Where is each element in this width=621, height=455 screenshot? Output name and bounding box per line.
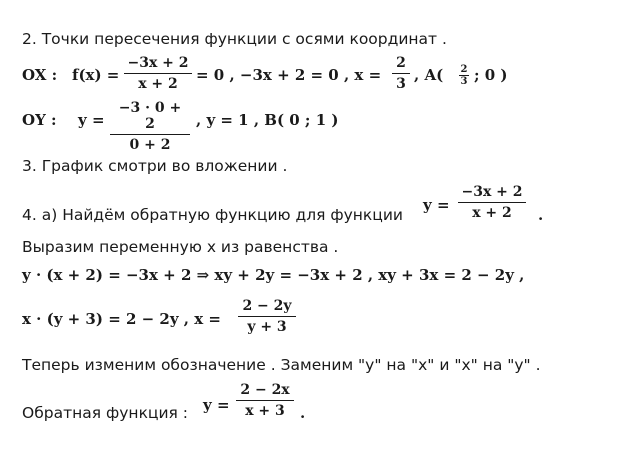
- ox-point-suffix: ; 0 ): [474, 66, 508, 84]
- inverse-function-lhs: y =: [203, 396, 230, 414]
- fraction-denominator: 3: [396, 76, 406, 92]
- ox-function-fraction: [124, 55, 192, 92]
- section-4-fraction: [458, 184, 526, 221]
- section-3-heading: 3. График смотри во вложении .: [22, 157, 288, 175]
- ox-x-fraction: [392, 55, 410, 92]
- oy-fraction: [110, 100, 190, 153]
- fraction-numerator: −3x + 2: [124, 55, 192, 74]
- oy-label: OY :: [22, 111, 57, 129]
- fraction-numerator: −3x + 2: [458, 184, 526, 203]
- section-4-lhs: y =: [423, 196, 450, 214]
- oy-rest: , y = 1 , B( 0 ; 1 ): [196, 111, 339, 129]
- derivation-line-1: y · (x + 2) = −3x + 2 ⇒ xy + 2y = −3x + 2 , xy + 3x = 2 − 2y ,: [22, 266, 525, 284]
- express-variable-text: Выразим переменную x из равенства .: [22, 238, 339, 256]
- fraction-denominator: y + 3: [247, 319, 287, 335]
- ox-point-fraction: [459, 64, 469, 87]
- section-4-period: .: [538, 206, 544, 224]
- section-2-heading: 2. Точки пересечения функции с осями координат .: [22, 30, 447, 48]
- fraction-denominator: x + 3: [245, 403, 285, 419]
- fraction-denominator: x + 2: [138, 76, 178, 92]
- derivation-line-2-lhs: x · (y + 3) = 2 − 2y , x =: [22, 310, 221, 328]
- fraction-numerator: 2 − 2x: [236, 382, 294, 401]
- inverse-function-label: Обратная функция :: [22, 404, 189, 422]
- inverse-function-period: .: [300, 404, 306, 422]
- fraction-denominator: 3: [460, 76, 468, 87]
- x-expression-fraction: [238, 298, 296, 335]
- ox-equation-rest: = 0 , −3x + 2 = 0 , x =: [196, 66, 382, 84]
- fraction-numerator: 2 − 2y: [238, 298, 296, 317]
- inverse-function-fraction: [236, 382, 294, 419]
- fraction-numerator: −3 · 0 + 2: [110, 100, 190, 135]
- ox-point-prefix: , A(: [414, 66, 444, 84]
- section-4-heading: 4. а) Найдём обратную функцию для функции: [22, 206, 403, 224]
- fraction-numerator: 2: [460, 64, 468, 75]
- fraction-denominator: 0 + 2: [129, 137, 171, 153]
- oy-lhs: y =: [78, 111, 105, 129]
- fraction-numerator: 2: [392, 55, 410, 74]
- ox-function-lhs: f(x) =: [72, 66, 120, 84]
- fraction-denominator: x + 2: [472, 205, 512, 221]
- ox-label: OX :: [22, 66, 58, 84]
- notation-change-text: Теперь изменим обозначение . Заменим "у" на "х" и "х" на "у" .: [22, 356, 541, 374]
